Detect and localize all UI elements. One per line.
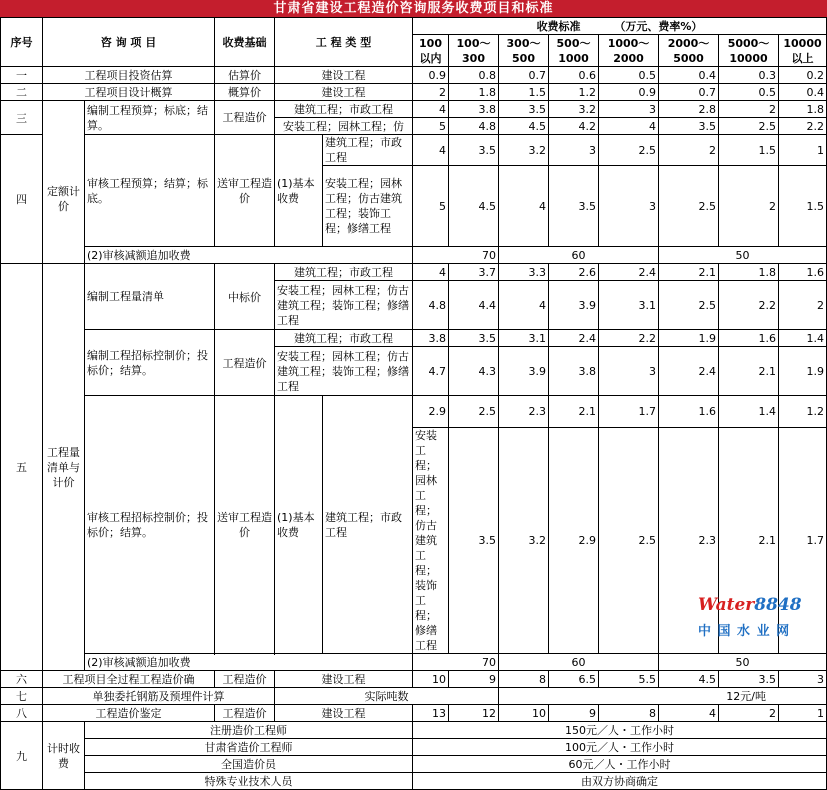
range-3: 300～500 (499, 35, 549, 67)
fee-rate-value: 4 (659, 705, 719, 722)
fee-rate-value: 1.5 (499, 84, 549, 101)
fee-rate-value: 4.8 (413, 281, 449, 330)
fee-rate-value: 1.8 (779, 101, 827, 118)
row-group: 定额计价 (43, 135, 85, 264)
row-group-blank (43, 101, 85, 135)
row-type: 建设工程 (275, 84, 413, 101)
watermark-brand-a: Water (698, 595, 755, 615)
table-row (1, 396, 827, 428)
fee-rate-value: 3.8 (449, 101, 499, 118)
row-seq: 三 (1, 101, 43, 135)
fee-rate-value: 4 (413, 101, 449, 118)
fee-rate-value: 5.5 (599, 671, 659, 688)
fee-rate-value: 4 (413, 135, 449, 166)
row-type: 建设工程 (275, 705, 413, 722)
table-row (1, 654, 827, 671)
fee-rate-value: 3.5 (449, 135, 499, 166)
row-type: 实际吨数 (275, 688, 499, 705)
fee-rate-value: 4.4 (449, 281, 499, 330)
fee-rate-value: 4 (499, 166, 549, 247)
range-4: 500～1000 (549, 35, 599, 67)
fee-rate-value: 0.5 (719, 84, 779, 101)
fee-rate-value: 2.1 (719, 347, 779, 396)
fee-rate-value: 2.9 (413, 396, 449, 428)
header-standard (413, 18, 827, 35)
fee-standard-table (0, 17, 827, 790)
fee-rate-value: 2.1 (719, 428, 779, 654)
fee-rate-value: 1.6 (779, 264, 827, 281)
fee-rate-value: 2.2 (779, 118, 827, 135)
fee-rate-value: 5 (413, 166, 449, 247)
row-extra: (2)审核减额追加收费 (85, 654, 413, 671)
table-row (1, 688, 827, 705)
fee-rate-value: 2.4 (599, 264, 659, 281)
fee-rate-value: 0.7 (499, 67, 549, 84)
fee-rate-value: 1.2 (779, 396, 827, 428)
fee-rate-value: 1.2 (549, 84, 599, 101)
fee-rate-value: 4.3 (449, 347, 499, 396)
hourly-role: 全国造价员 (85, 756, 413, 773)
row-item: 审核工程招标控制价；投标价；结算。 (85, 396, 215, 654)
table-row (1, 756, 827, 773)
fee-rate-value: 2.4 (549, 330, 599, 347)
fee-rate-value: 1.9 (659, 330, 719, 347)
row-seq: 二 (1, 84, 43, 101)
extra-value: 60 (499, 654, 659, 671)
row-seq: 六 (1, 671, 43, 688)
table-row (1, 773, 827, 790)
extra-value: 70 (413, 654, 499, 671)
row-type: 安装工程；园林工程；仿 (275, 118, 413, 135)
fee-rate-value: 3.5 (659, 118, 719, 135)
row-group: 工程量清单与计价 (43, 264, 85, 671)
fee-rate-value: 1.4 (779, 330, 827, 347)
fee-rate-value: 1.5 (719, 135, 779, 166)
row-item: 工程项目全过程工程造价确 (43, 671, 215, 688)
fee-rate-value: 4.8 (449, 118, 499, 135)
row-basis: 估算价 (215, 67, 275, 84)
fee-rate-value: 4.5 (499, 118, 549, 135)
extra-value: 60 (499, 247, 659, 264)
fee-rate-value: 0.7 (659, 84, 719, 101)
fee-rate-value: 1.8 (449, 84, 499, 101)
hourly-role: 特殊专业技术人员 (85, 773, 413, 790)
fee-rate-value: 1 (779, 705, 827, 722)
fee-rate-value: 0.3 (719, 67, 779, 84)
range-2: 100～300 (449, 35, 499, 67)
row-type: 安装工程；园林工程；仿古建筑工程；装饰工程；修缮工程 (275, 281, 413, 330)
fee-rate-value: 3 (549, 135, 599, 166)
table-row (1, 247, 827, 264)
fee-rate-value: 3.8 (413, 330, 449, 347)
fee-rate-value: 2.3 (499, 396, 549, 428)
row-basis: 送审工程造价 (215, 135, 275, 247)
fee-rate-value: 1.7 (779, 428, 827, 654)
fee-rate-value: 2.5 (599, 428, 659, 654)
row-basis: 送审工程造价 (215, 396, 275, 654)
fee-rate-value: 2.2 (719, 281, 779, 330)
hourly-role: 注册造价工程师 (85, 722, 413, 739)
fee-rate-value: 1.7 (599, 396, 659, 428)
row-type: 建筑工程；市政工程 (275, 264, 413, 281)
fee-rate-value: 2.5 (719, 118, 779, 135)
table-row (1, 135, 827, 166)
row-seq: 四 (1, 135, 43, 264)
fee-rate-value: 3.9 (549, 281, 599, 330)
fee-rate-value: 3.5 (449, 428, 499, 654)
fee-rate-value: 5 (413, 118, 449, 135)
row-type: 建设工程 (275, 671, 413, 688)
range-5: 1000～2000 (599, 35, 659, 67)
fee-rate-value: 4.5 (449, 166, 499, 247)
table-title: 甘肃省建设工程造价咨询服务收费项目和标准 (0, 0, 827, 17)
fee-rate-value: 0.6 (549, 67, 599, 84)
row-seq: 一 (1, 67, 43, 84)
fee-rate-value: 2 (779, 281, 827, 330)
header-basis: 收费基础 (215, 18, 275, 67)
fee-rate-value: 1.6 (659, 396, 719, 428)
fee-rate-value: 3 (599, 166, 659, 247)
fee-rate-value: 2 (413, 84, 449, 101)
hourly-fee: 150元／人・工作小时 (413, 722, 827, 739)
table-row (1, 705, 827, 722)
fee-rate-value: 2 (659, 135, 719, 166)
table-row (1, 330, 827, 347)
row-basis: 概算价 (215, 84, 275, 101)
fee-rate-value: 2.1 (549, 396, 599, 428)
header-unit: （万元、费率%） (614, 20, 703, 33)
fee-rate-value: 4.2 (549, 118, 599, 135)
fee-rate-value: 3.2 (549, 101, 599, 118)
fee-rate-value: 8 (599, 705, 659, 722)
fee-rate-value: 3.1 (499, 330, 549, 347)
fee-rate-value: 0.9 (599, 84, 659, 101)
fee-rate-value: 2.5 (659, 281, 719, 330)
row-seq: 五 (1, 264, 43, 671)
fee-rate-value: 3 (599, 347, 659, 396)
fee-rate-value: 3.7 (449, 264, 499, 281)
fee-rate-value: 6.5 (549, 671, 599, 688)
fee-rate-value: 3.5 (499, 101, 549, 118)
row-item: 单独委托钢筋及预埋件计算 (43, 688, 275, 705)
fee-rate-value: 4.5 (659, 671, 719, 688)
row-type: 建筑工程；市政工程 (275, 330, 413, 347)
hourly-role: 甘肃省造价工程师 (85, 739, 413, 756)
row-type: 建设工程 (275, 67, 413, 84)
fee-rate-value: 4 (499, 281, 549, 330)
fee-rate-value: 12 (449, 705, 499, 722)
fee-rate-value: 0.4 (779, 84, 827, 101)
header-type: 工 程 类 型 (275, 18, 413, 67)
fee-rate-value: 3.5 (719, 671, 779, 688)
fee-rate-value: 10 (413, 671, 449, 688)
fee-rate-value: 0.9 (413, 67, 449, 84)
fee-rate-value: 2 (719, 705, 779, 722)
fee-rate-value: 2.5 (659, 166, 719, 247)
fee-rate-value: 3.8 (549, 347, 599, 396)
hourly-fee: 100元／人・工作小时 (413, 739, 827, 756)
table-row (1, 671, 827, 688)
fee-rate-value: 2.8 (659, 101, 719, 118)
fee-rate-value: 2.3 (659, 428, 719, 654)
fee-rate-value: 2.5 (599, 135, 659, 166)
header-seq: 序号 (1, 18, 43, 67)
row-extra: (2)审核减额追加收费 (85, 247, 413, 264)
fee-rate-value: 2.1 (659, 264, 719, 281)
fee-rate-value: 2.2 (599, 330, 659, 347)
fee-rate-value: 3.2 (499, 135, 549, 166)
row-seq: 七 (1, 688, 43, 705)
extra-value: 50 (659, 654, 827, 671)
watermark-brand-b: 8848 (754, 595, 802, 615)
row-type: 安装工程；园林工程；仿古建筑工程；装饰工程；修缮工程 (413, 428, 449, 654)
row-type: 安装工程；园林工程；仿古建筑工程；装饰工程；修缮工程 (323, 166, 413, 247)
fee-rate-value: 0.5 (599, 67, 659, 84)
fee-rate-value: 2.4 (659, 347, 719, 396)
row-item: 工程项目投资估算 (43, 67, 215, 84)
row-item: 工程造价鉴定 (43, 705, 215, 722)
fee-rate-value: 4 (413, 264, 449, 281)
fee-rate-value: 8 (499, 671, 549, 688)
fee-rate-value: 0.2 (779, 67, 827, 84)
fee-rate-value: 3.9 (499, 347, 549, 396)
fee-rate-value: 4 (599, 118, 659, 135)
row-type: 安装工程；园林工程；仿古建筑工程；装饰工程；修缮工程 (275, 347, 413, 396)
header-row (1, 18, 827, 35)
row-item: 工程项目设计概算 (43, 84, 215, 101)
table-row (1, 264, 827, 281)
fee-rate-value: 2.9 (549, 428, 599, 654)
watermark-site-name: 中 国 水 业 网 (698, 624, 791, 639)
fee-rate-value: 0.8 (449, 67, 499, 84)
extra-value: 50 (659, 247, 827, 264)
fee-rate-value: 2.6 (549, 264, 599, 281)
fee-rate-value: 9 (449, 671, 499, 688)
row-type: 建筑工程；市政工程 (323, 135, 413, 166)
range-1: 100以内 (413, 35, 449, 67)
fee-rate-value: 3.5 (549, 166, 599, 247)
row-subtype: (1)基本收费 (275, 135, 323, 247)
row-subtype: (1)基本收费 (275, 396, 323, 654)
table-row (1, 84, 827, 101)
row-basis: 工程造价 (215, 671, 275, 688)
row-type: 建筑工程；市政工程 (275, 101, 413, 118)
range-6: 2000～5000 (659, 35, 719, 67)
row-item: 审核工程预算；结算；标底。 (85, 135, 215, 247)
hourly-fee: 60元／人・工作小时 (413, 756, 827, 773)
fee-rate-value: 10 (499, 705, 549, 722)
row-seq: 九 (1, 722, 43, 790)
range-7: 5000～10000 (719, 35, 779, 67)
fee-rate-value: 1 (779, 135, 827, 166)
row-basis: 工程造价 (215, 101, 275, 135)
fee-rate-value: 4.7 (413, 347, 449, 396)
fee-rate-value: 1.5 (779, 166, 827, 247)
fee-rate-value: 3 (599, 101, 659, 118)
fee-rate-value: 1.9 (779, 347, 827, 396)
fee-rate-value: 1.6 (719, 330, 779, 347)
table-row (1, 101, 827, 118)
fee-rate-value: 1.4 (719, 396, 779, 428)
table-row (1, 67, 827, 84)
row-basis: 工程造价 (215, 705, 275, 722)
fee-rate-value: 1.8 (719, 264, 779, 281)
fee-rate-value: 2 (719, 166, 779, 247)
fee-rate-value: 3.3 (499, 264, 549, 281)
fee-rate-value: 13 (413, 705, 449, 722)
row-group: 计时收费 (43, 722, 85, 790)
row-item: 编制工程招标控制价；投标价；结算。 (85, 330, 215, 396)
row-basis: 中标价 (215, 264, 275, 330)
fee-rate-value: 9 (549, 705, 599, 722)
row-item: 编制工程预算；标底；结算。 (85, 101, 215, 135)
row-item: 编制工程量清单 (85, 264, 215, 330)
fee-rate-value: 2.5 (449, 396, 499, 428)
fee-rate-value: 3.1 (599, 281, 659, 330)
row-basis: 工程造价 (215, 330, 275, 396)
header-standard-label: 收费标准 (536, 20, 581, 33)
fee-rate-value: 3 (779, 671, 827, 688)
table-row (1, 739, 827, 756)
fee-rate-value: 0.4 (659, 67, 719, 84)
fee-rate-value: 3.5 (449, 330, 499, 347)
row-type: 建筑工程；市政工程 (323, 396, 413, 654)
extra-value: 70 (413, 247, 499, 264)
header-item: 咨 询 项 目 (43, 18, 215, 67)
fee-rate-value: 2 (719, 101, 779, 118)
row-fee: 12元/吨 (499, 688, 827, 705)
table-row (1, 722, 827, 739)
fee-rate-value: 3.2 (499, 428, 549, 654)
row-seq: 八 (1, 705, 43, 722)
hourly-fee: 由双方协商确定 (413, 773, 827, 790)
range-8: 10000以上 (779, 35, 827, 67)
